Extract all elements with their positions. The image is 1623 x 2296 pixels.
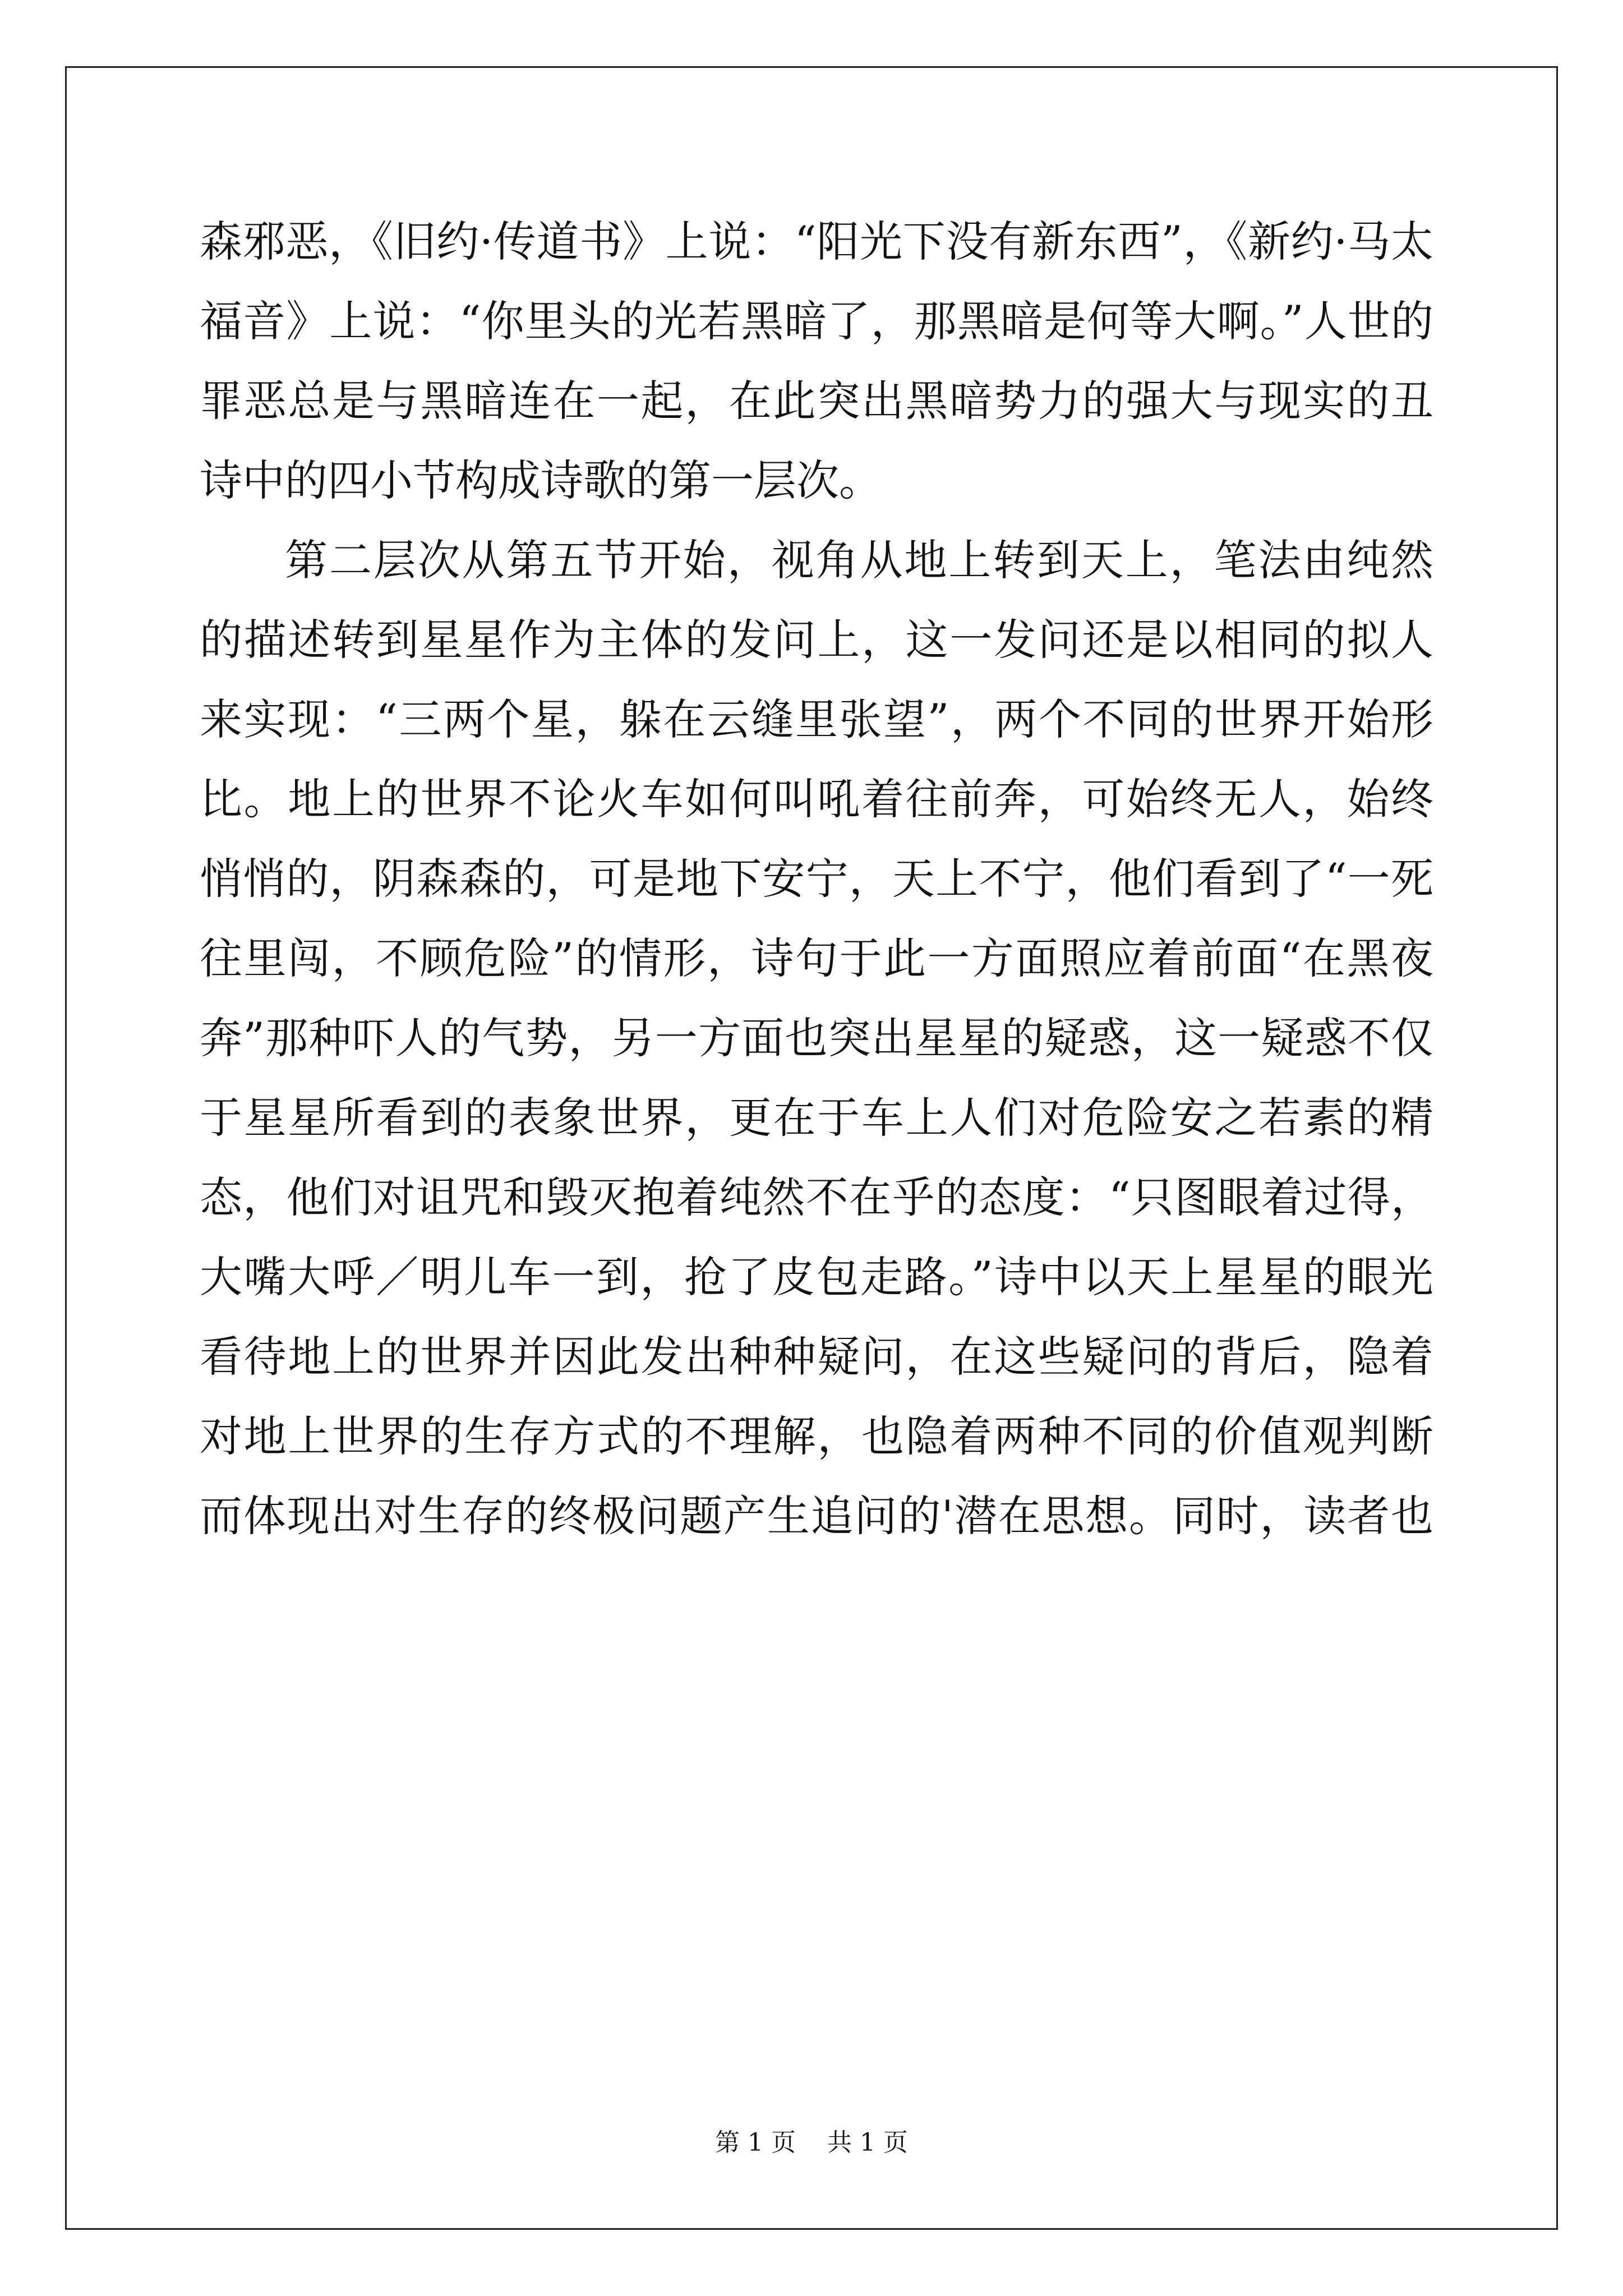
text-line-9: 悄悄的，阴森森的，可是地下安宁，天上不宁，他们看到了“一死 [200, 854, 1433, 904]
text-line-3: 罪恶总是与黑暗连在一起，在此突出黑暗势力的强大与现实的丑 [200, 376, 1433, 426]
text-line-17: 而体现出对生存的终极问题产生追问的'潜在思想。同时，读者也 [200, 1491, 1433, 1541]
text-line-7: 来实现：“三两个星，躲在云缝里张望”，两个不同的世界开始形 [200, 694, 1433, 744]
text-line-10: 往里闯，不顾危险”的情形，诗句于此一方面照应着前面“在黑夜 [200, 933, 1433, 983]
document-body [200, 202, 1433, 1556]
text-line-15: 看待地上的世界并因此发出种种疑问，在这些疑问的背后，隐着 [200, 1332, 1433, 1382]
text-line-8: 比。地上的世界不论火车如何叫吼着往前奔，可始终无人，始终 [200, 774, 1433, 824]
text-line-6: 的描述转到星星作为主体的发问上，这一发问还是以相同的拟人 [200, 615, 1433, 665]
text-line-2: 福音》上说：“你里头的光若黑暗了，那黑暗是何等大啊。”人世的 [200, 296, 1433, 346]
text-line-1: 森邪恶，《旧约·传道书》上说：“阳光下没有新东西”，《新约·马太 [200, 217, 1433, 266]
text-line-12: 于星星所看到的表象世界，更在于车上人们对危险安之若素的精 [200, 1093, 1433, 1143]
text-line-14: 大嘴大呼／明儿车一到，抢了皮包走路。”诗中以天上星星的眼光 [200, 1252, 1433, 1302]
text-line-5: 第二层次从第五节开始，视角从地上转到天上，笔法由纯然 [285, 535, 1433, 585]
text-line-13: 态，他们对诅咒和毁灭抱着纯然不在乎的态度：“只图眼着过得， [200, 1172, 1433, 1222]
text-line-11: 奔”那种吓人的气势，另一方面也突出星星的疑惑，这一疑惑不仅 [200, 1013, 1433, 1063]
page-number-footer: 第 1 页 共 1 页 [715, 2128, 908, 2157]
text-line-4: 诗中的四小节构成诗歌的第一层次。 [200, 455, 882, 505]
text-line-16: 对地上世界的生存方式的不理解，也隐着两种不同的价值观判断 [200, 1411, 1433, 1461]
